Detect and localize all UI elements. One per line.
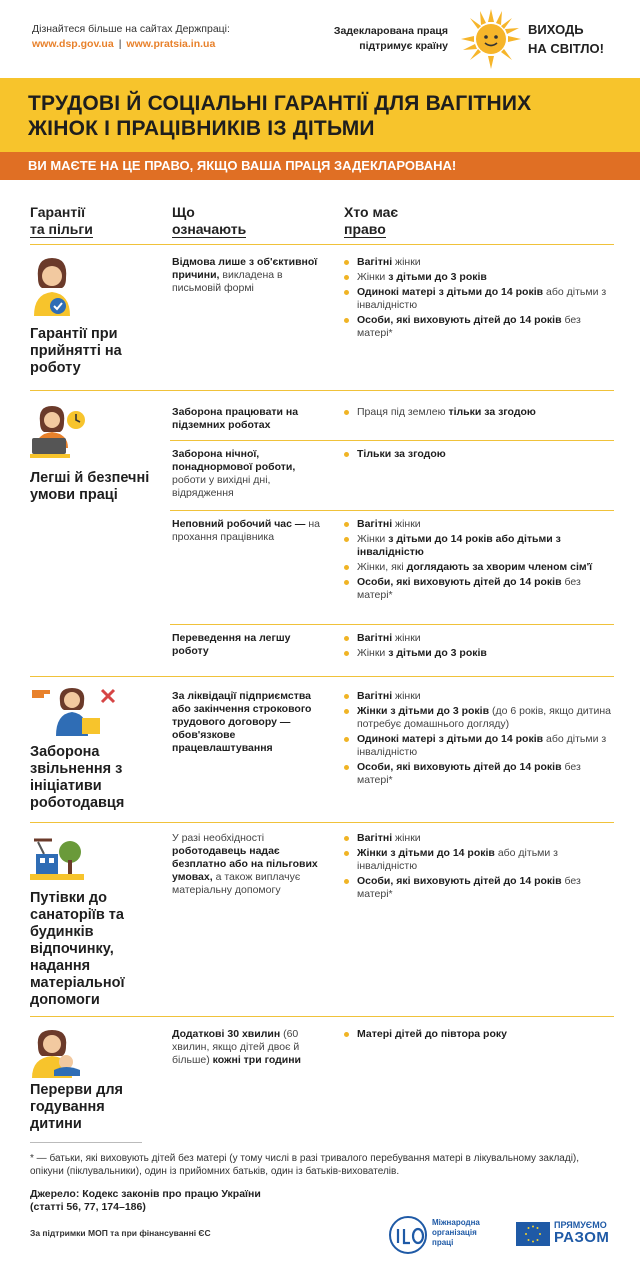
header-info <box>32 22 230 52</box>
list-item <box>344 832 614 845</box>
campaign-logo-text <box>528 20 604 58</box>
meaning-dismissal <box>172 690 322 755</box>
who-part-time <box>344 518 614 604</box>
mother-baby-icon <box>30 1028 84 1078</box>
eu-campaign-logo-l1: ПРЯМУЄМО <box>554 1220 607 1230</box>
who-part-time-2-b: доглядають за хворим членом сім'ї <box>406 561 593 573</box>
who-dismissal-2-r: або дітьми з інвалідністю <box>357 733 607 758</box>
who-dismissal-1-b: Жінки з дітьми до 3 років <box>357 705 490 717</box>
list-item <box>344 518 614 531</box>
list-item <box>344 314 614 340</box>
meaning-feeding-b2: кожні три години <box>212 1054 302 1066</box>
who-hiring-1-r: Жінки <box>357 271 386 283</box>
who-hiring-0-r: жінки <box>395 256 421 268</box>
list-item <box>344 690 614 703</box>
divider <box>30 244 614 245</box>
link-separator: | <box>118 38 122 50</box>
who-part-time-0-b: Вагітні <box>357 518 393 530</box>
who-vouchers-0-b: Вагітні <box>357 832 393 844</box>
meaning-dismissal-text: За ліквідації підприємства або закінчення строкового трудового договору — обов'язкове працевлаштування <box>172 690 312 754</box>
campaign-logo-line2: НА СВІТЛО! <box>528 41 604 56</box>
who-dismissal-0-b: Вагітні <box>357 690 393 702</box>
ilo-name-l2: організація <box>432 1228 477 1237</box>
eu-campaign-logo <box>554 1220 609 1246</box>
column-header-meaning-l2: означають <box>172 221 247 237</box>
list-item <box>344 448 614 461</box>
section-title-hiring: Гарантії при прийнятті на роботу <box>30 326 122 376</box>
list-item <box>344 286 614 312</box>
eu-campaign-logo-l2: РАЗОМ <box>554 1229 610 1246</box>
woman-box-cross-icon <box>30 686 120 738</box>
title-band <box>0 78 640 152</box>
link-pratsia[interactable]: www.pratsia.in.ua <box>126 38 216 50</box>
column-header-meaning <box>172 204 246 238</box>
who-night-work-0-b: Тільки за згодою <box>357 448 446 460</box>
sun-logo-icon <box>460 8 522 70</box>
who-hiring-0-b: Вагітні <box>357 256 393 268</box>
divider <box>170 440 614 441</box>
meaning-night-work <box>172 448 322 500</box>
divider <box>30 676 614 677</box>
meaning-easier-work-text: Переведення на легшу роботу <box>172 632 291 657</box>
who-part-time-1-b: з дітьми до 14 років або дітьми з інвалідністю <box>357 533 561 558</box>
meaning-hiring-bold: Відмова лише з об'єктивної причини, <box>172 256 318 281</box>
source-citation-l1: Джерело: Кодекс законів про працю України <box>30 1188 261 1200</box>
list-item <box>344 761 614 787</box>
who-hiring <box>344 256 614 342</box>
divider <box>170 624 614 625</box>
list-item <box>344 561 614 574</box>
who-dismissal-0-r: жінки <box>395 690 421 702</box>
meaning-feeding-regular: (60 хвилин, якщо дітей двоє й більше) <box>172 1028 300 1066</box>
who-part-time-3-r: без матері* <box>357 576 581 601</box>
subtitle-band <box>0 152 640 180</box>
who-hiring-2-r: або дітьми з інвалідністю <box>357 286 607 311</box>
column-header-guarantees-l1: Гарантії <box>30 204 86 220</box>
meaning-vouchers-r1: У разі необхідності <box>172 832 265 844</box>
meaning-night-work-regular: роботи у вихідні дні, відрядження <box>172 474 271 499</box>
meaning-hiring <box>172 256 322 295</box>
column-header-who <box>344 204 398 238</box>
who-part-time-1-r: Жінки <box>357 533 386 545</box>
section-title-conditions: Легші й безпечні умови праці <box>30 470 150 503</box>
support-note: За підтримки МОП та при фінансуванні ЄС <box>30 1228 211 1238</box>
list-item <box>344 875 614 901</box>
ilo-logo-icon <box>388 1215 428 1255</box>
who-part-time-3-b: Особи, які виховують дітей до 14 років <box>357 576 562 588</box>
divider <box>30 822 614 823</box>
woman-laptop-clock-icon <box>30 404 88 460</box>
list-item <box>344 576 614 602</box>
divider <box>30 390 614 391</box>
meaning-vouchers <box>172 832 322 897</box>
footnote-divider <box>30 1142 142 1143</box>
who-vouchers-0-r: жінки <box>395 832 421 844</box>
eu-flag-icon <box>516 1222 550 1246</box>
who-hiring-1-b: з дітьми до 3 років <box>388 271 487 283</box>
who-easier-work-0-b: Вагітні <box>357 632 393 644</box>
source-citation <box>30 1188 330 1214</box>
list-item <box>344 847 614 873</box>
page-subtitle: ВИ МАЄТЕ НА ЦЕ ПРАВО, ЯКЩО ВАША ПРАЦЯ ЗАДЕКЛАРОВАНА! <box>28 158 457 173</box>
section-title-feeding: Перерви для годування дитини <box>30 1082 123 1132</box>
list-item <box>344 271 614 284</box>
who-dismissal-2-b: Одинокі матері з дітьми до 14 років <box>357 733 544 745</box>
who-underground <box>344 406 614 421</box>
list-item <box>344 533 614 559</box>
who-hiring-3-r: без матері* <box>357 314 581 339</box>
who-vouchers-2-b: Особи, які виховують дітей до 14 років <box>357 875 562 887</box>
header-slogan-line1: Задекларована праця <box>333 25 448 37</box>
meaning-vouchers-bold: роботодавець надає безплатно або на пільгових умовах, <box>172 845 318 883</box>
header-slogan <box>290 24 448 54</box>
column-header-who-l1: Хто має <box>344 204 399 220</box>
who-feeding <box>344 1028 614 1043</box>
column-header-who-l2: право <box>344 221 386 237</box>
header-info-text: Дізнайтеся більше на сайтах Держпраці: <box>32 23 230 35</box>
meaning-feeding <box>172 1028 322 1067</box>
meaning-part-time <box>172 518 322 544</box>
ilo-name-l3: праці <box>432 1238 454 1247</box>
ilo-name-l1: Міжнародна <box>432 1218 480 1227</box>
who-dismissal <box>344 690 614 789</box>
who-hiring-2-b: Одинокі матері з дітьми до 14 років <box>357 286 544 298</box>
divider <box>170 510 614 511</box>
who-vouchers-1-r: або дітьми з інвалідністю <box>357 847 558 872</box>
who-easier-work-0-r: жінки <box>395 632 421 644</box>
header-slogan-line2: підтримує країну <box>359 40 448 52</box>
column-header-meaning-l1: Що <box>172 204 195 220</box>
who-dismissal-3-b: Особи, які виховують дітей до 14 років <box>357 761 562 773</box>
who-night-work <box>344 448 614 463</box>
section-title-vouchers: Путівки до санаторіїв та будинків відпочинку, надання матеріальної допомоги <box>30 890 125 1008</box>
who-underground-0-r: Праця під землею <box>357 406 446 418</box>
source-citation-l2: (статті 56, 77, 174–186) <box>30 1201 146 1213</box>
page-title-line2: ЖІНОК І ПРАЦІВНИКІВ ІЗ ДІТЬМИ <box>28 117 375 140</box>
list-item <box>344 705 614 731</box>
list-item <box>344 647 614 660</box>
header <box>0 0 640 78</box>
who-easier-work-1-r: Жінки <box>357 647 386 659</box>
who-vouchers-2-r: без матері* <box>357 875 581 900</box>
campaign-logo-line1: ВИХОДЬ <box>528 22 584 37</box>
page-title-line1: ТРУДОВІ Й СОЦІАЛЬНІ ГАРАНТІЇ ДЛЯ ВАГІТНИХ <box>28 92 532 115</box>
who-dismissal-1-r: (до 6 років, якщо дитина потребує домашнього догляду) <box>357 705 611 730</box>
page-title <box>28 91 628 141</box>
list-item <box>344 733 614 759</box>
who-dismissal-3-r: без матері* <box>357 761 581 786</box>
divider <box>30 1016 614 1017</box>
column-header-guarantees <box>30 204 93 238</box>
list-item <box>344 1028 614 1041</box>
meaning-hiring-regular: викладена в письмовій формі <box>172 269 283 294</box>
meaning-vouchers-r2: а також виплачує матеріальну допомогу <box>172 871 301 896</box>
ilo-name <box>432 1218 480 1248</box>
meaning-night-work-bold: Заборона нічної, понаднормової роботи, <box>172 448 296 473</box>
woman-checkmark-icon <box>30 256 74 318</box>
column-header-guarantees-l2: та пільги <box>30 221 93 237</box>
list-item <box>344 632 614 645</box>
sanatorium-palm-icon <box>30 832 84 882</box>
footnote: * — батьки, які виховують дітей без матері (у тому числі в разі тривалого перебування матері в лікувальному закладі), опікуни (піклувальники), один із прийомних батьків, один із батьків-вихователів. <box>30 1153 580 1177</box>
meaning-easier-work <box>172 632 322 658</box>
meaning-feeding-b1: Додаткові 30 хвилин <box>172 1028 281 1040</box>
who-underground-0-b: тільки за згодою <box>448 406 536 418</box>
meaning-part-time-bold: Неповний робочий час — <box>172 518 306 530</box>
who-feeding-0-b: Матері дітей до півтора року <box>357 1028 507 1040</box>
meaning-underground-text: Заборона працювати на підземних роботах <box>172 406 299 431</box>
who-hiring-3-b: Особи, які виховують дітей до 14 років <box>357 314 562 326</box>
link-dsp[interactable]: www.dsp.gov.ua <box>32 38 114 50</box>
meaning-part-time-regular: на прохання працівника <box>172 518 320 543</box>
who-part-time-2-r: Жінки, які <box>357 561 404 573</box>
who-part-time-0-r: жінки <box>395 518 421 530</box>
meaning-underground <box>172 406 322 432</box>
list-item <box>344 406 614 419</box>
who-easier-work-1-b: з дітьми до 3 років <box>388 647 487 659</box>
who-vouchers <box>344 832 614 903</box>
section-title-dismissal: Заборона звільнення з ініціативи роботодавця <box>30 744 125 811</box>
list-item <box>344 256 614 269</box>
who-vouchers-1-b: Жінки з дітьми до 14 років <box>357 847 495 859</box>
who-easier-work <box>344 632 614 662</box>
